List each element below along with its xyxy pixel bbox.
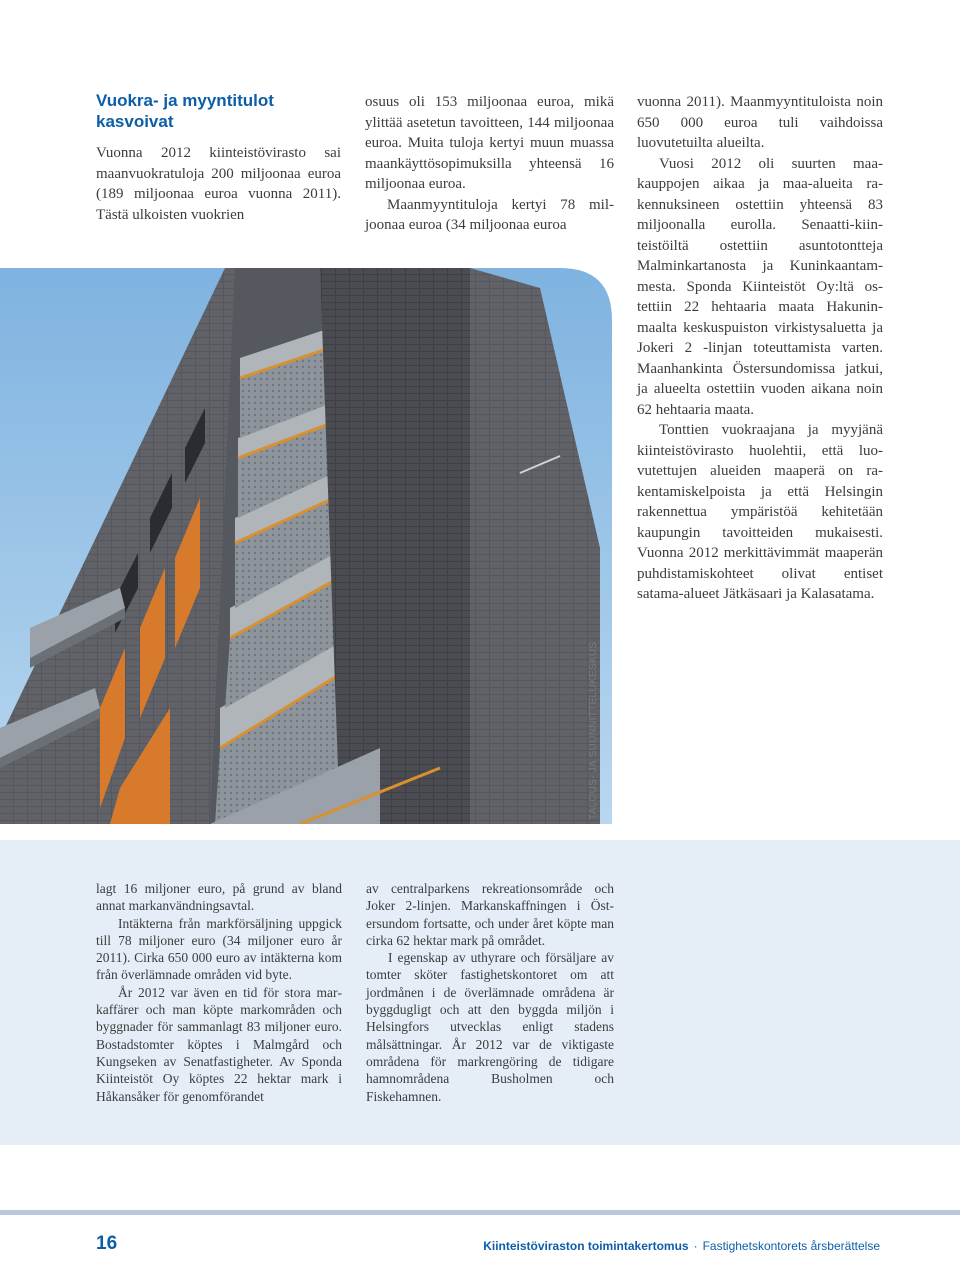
photo-credit: TALOUS- JA SUUNNITTELUKESKUS <box>588 641 599 820</box>
fi-col2-paragraph-2: Maanmyyntituloja kertyi 78 miljoonaa euroa (34 miljoonaa euroa <box>365 196 614 233</box>
fi-col1-paragraph: Vuonna 2012 kiinteistövirasto sai maanvuokratuloja 200 miljoonaa euroa (189 miljoonaa euroa vuonna 2011). Tästä ulkoisten vuokrien <box>96 145 341 223</box>
fi-col2-paragraph-1: osuus oli 153 miljoonaa euroa, mikä ylittää asetetun tavoitteen, 144 miljoonaa euroa. Muita tuloja kertyi muun muassa maankäyttösopimuksilla yhteensä 16 miljoonaa euroa. <box>365 94 614 192</box>
building-photo <box>0 268 612 824</box>
article-heading: Vuokra- ja myyntitulot kasvoivat <box>96 91 274 131</box>
footer-title <box>483 1239 880 1253</box>
sv-col1-paragraph-3: År 2012 var även en tid för stora markaffärer och man köpte markområden och byggnader för sammanlagt 83 miljoner euro. Bostadstomter köptes i Malmgård och Kungseken av Senatfastigheter. Av Sponda Kiinteistöt Oy köptes 22 hektar mark i Håkansåker för genomförandet <box>96 984 342 1104</box>
footer-separator: · <box>693 1239 698 1253</box>
report-title-sv: Fastighetskontorets årsberättelse <box>702 1239 880 1253</box>
sv-column-1 <box>96 880 342 1105</box>
sv-col1-paragraph-1: lagt 16 miljoner euro, på grund av bland annat markanvändningsavtal. <box>96 881 342 914</box>
sv-col1-paragraph-2: Intäkterna från markförsäljning uppgick till 78 miljoner euro (34 miljoner euro år 2011). Cirka 650 000 euro av intäkterna kom från överlämnade områden vid byte. <box>96 915 342 983</box>
fi-column-1 <box>96 90 341 225</box>
page-number: 16 <box>96 1233 118 1254</box>
footer-divider <box>0 1210 960 1215</box>
sv-col2-paragraph-1: av centralparkens rekreationsområde och Joker 2-linjen. Markanskaffningen i Östersundom fortsatte, och under året köpte man cirka 62 hektar mark på området. <box>366 881 614 948</box>
sv-col2-paragraph-2: I egenskap av uthyrare och försäljare av tomter sköter fastighetskontoret om att jordmånen i de överlämnade områdena är byggdugligt och att den byggda miljön i Helsingfors utvecklas enligt stadens målsättningar. År 2012 var de viktigaste områdena för markrengöring de tidigare hamnområdena Busholmen och Fiskehamnen. <box>366 950 614 1104</box>
fi-column-3 <box>637 92 883 605</box>
fi-col3-paragraph-2: Vuosi 2012 oli suurten maakauppojen aikaa ja maa-alueita rakennuksineen ostettiin yhteensä 83 miljoonalla eurolla. Senaatti-kiinteistöiltä ostettiin asuntotontteja Malminkartanosta ja Kuninkaantammesta. Sponda Kiinteistöt Oy:ltä ostettiin 22 hehtaaria maata Hakuninmaalta keskuspuiston virkistysaluetta ja Jokeri 2 -linjan toteuttamista varten. Maanhankinta Östersundomissa jatkui, ja alueelta ostettiin vuoden aikana noin 62 hehtaaria maata. <box>637 155 883 418</box>
fi-column-2 <box>365 92 614 236</box>
report-title-fi: Kiinteistöviraston toimintakertomus <box>483 1239 689 1253</box>
fi-col3-paragraph-1: vuonna 2011). Maanmyyntituloista noin 650 000 euroa tuli vaihdoissa luovutetuilta alueilta. <box>637 94 883 151</box>
fi-col3-paragraph-3: Tonttien vuokraajana ja myyjänä kiinteistövirasto huolehtii, että luovutettujen alueiden maaperä on rakentamiskelpoista ja että Helsingin rakennettua ympäristöä kehitetään kaupungin tavoitteiden mukaisesti. Vuonna 2012 merkittävimmät maaperän puhdistamiskohteet olivat entiset satama-alueet Jätkäsaari ja Kalasatama. <box>637 422 883 602</box>
sv-column-2 <box>366 880 614 1105</box>
